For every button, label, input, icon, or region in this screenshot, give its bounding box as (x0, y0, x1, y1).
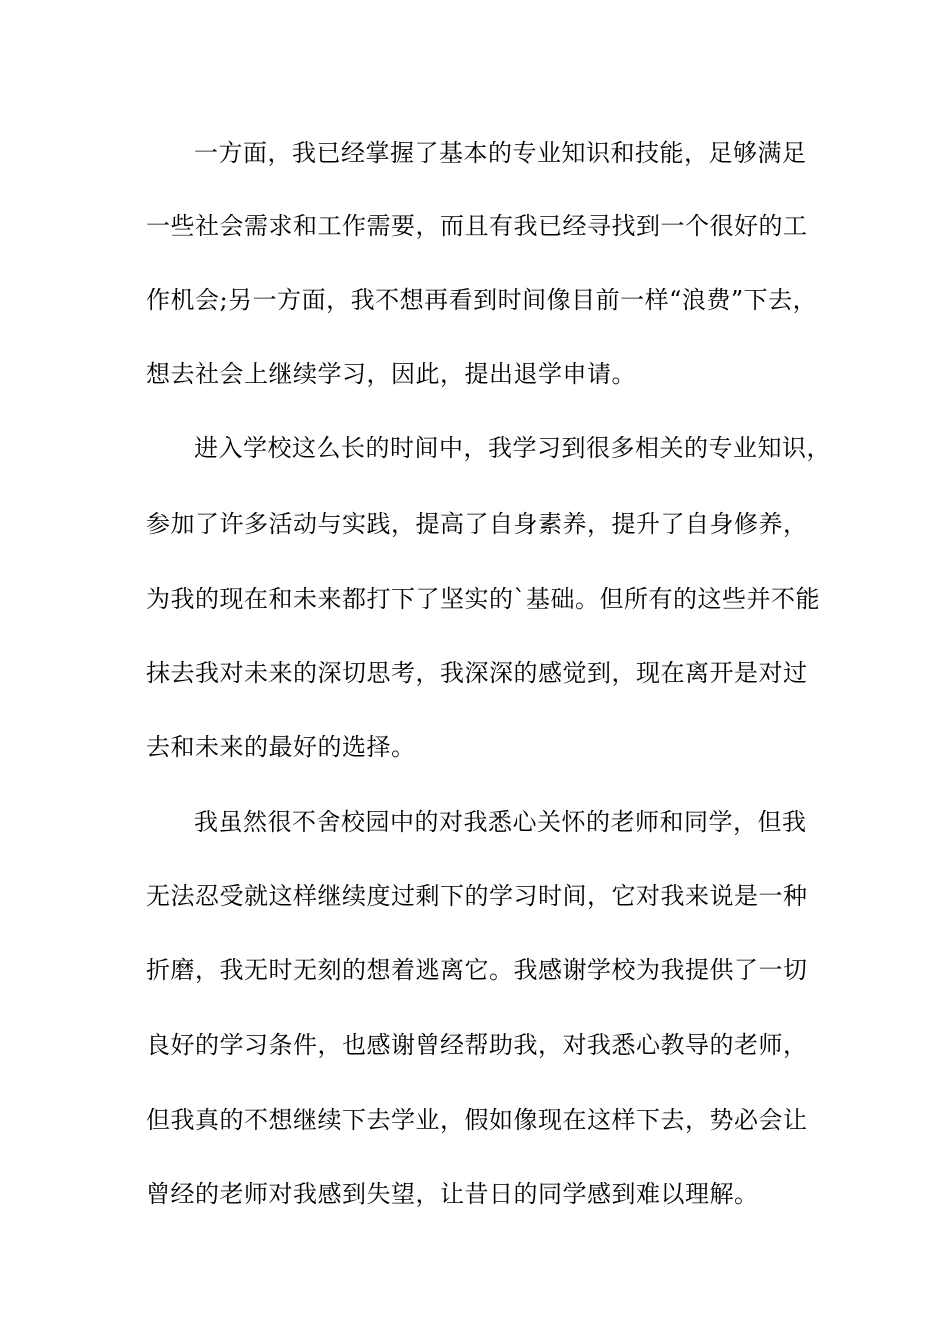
paragraph-3-line-6: 曾经的老师对我感到失望，让昔日的同学感到难以理解。 (146, 1180, 759, 1208)
paragraph-2-line-5: 去和未来的最好的选择。 (146, 733, 416, 761)
paragraph-3-line-5: 但我真的不想继续下去学业，假如像现在这样下去，势必会让 (146, 1106, 808, 1134)
paragraph-1-line-4: 想去社会上继续学习，因此，提出退学申请。 (146, 360, 636, 388)
paragraph-3-line-4: 良好的学习条件，也感谢曾经帮助我，对我悉心教导的老师， (146, 1031, 808, 1059)
paragraph-1-line-2: 一些社会需求和工作需要，而且有我已经寻找到一个很好的工 (146, 212, 808, 240)
paragraph-3-line-2: 无法忍受就这样继续度过剩下的学习时间，它对我来说是一种 (146, 882, 808, 910)
paragraph-3-line-1: 我虽然很不舍校园中的对我悉心关怀的老师和同学，但我 (194, 808, 807, 836)
paragraph-1-line-3: 作机会;另一方面，我不想再看到时间像目前一样“浪费”下去， (146, 286, 818, 314)
paragraph-2-line-1: 进入学校这么长的时间中，我学习到很多相关的专业知识， (194, 434, 831, 462)
paragraph-3-line-3: 折磨，我无时无刻的想着逃离它。我感谢学校为我提供了一切 (146, 956, 808, 984)
paragraph-2-line-3: 为我的现在和未来都打下了坚实的`基础。但所有的这些并不能 (146, 585, 820, 613)
paragraph-2-line-2: 参加了许多活动与实践，提高了自身素养，提升了自身修养， (146, 510, 808, 538)
paragraph-2-line-4: 抹去我对未来的深切思考，我深深的感觉到，现在离开是对过 (146, 659, 808, 687)
paragraph-1-line-1: 一方面，我已经掌握了基本的专业知识和技能，足够满足 (194, 139, 807, 167)
